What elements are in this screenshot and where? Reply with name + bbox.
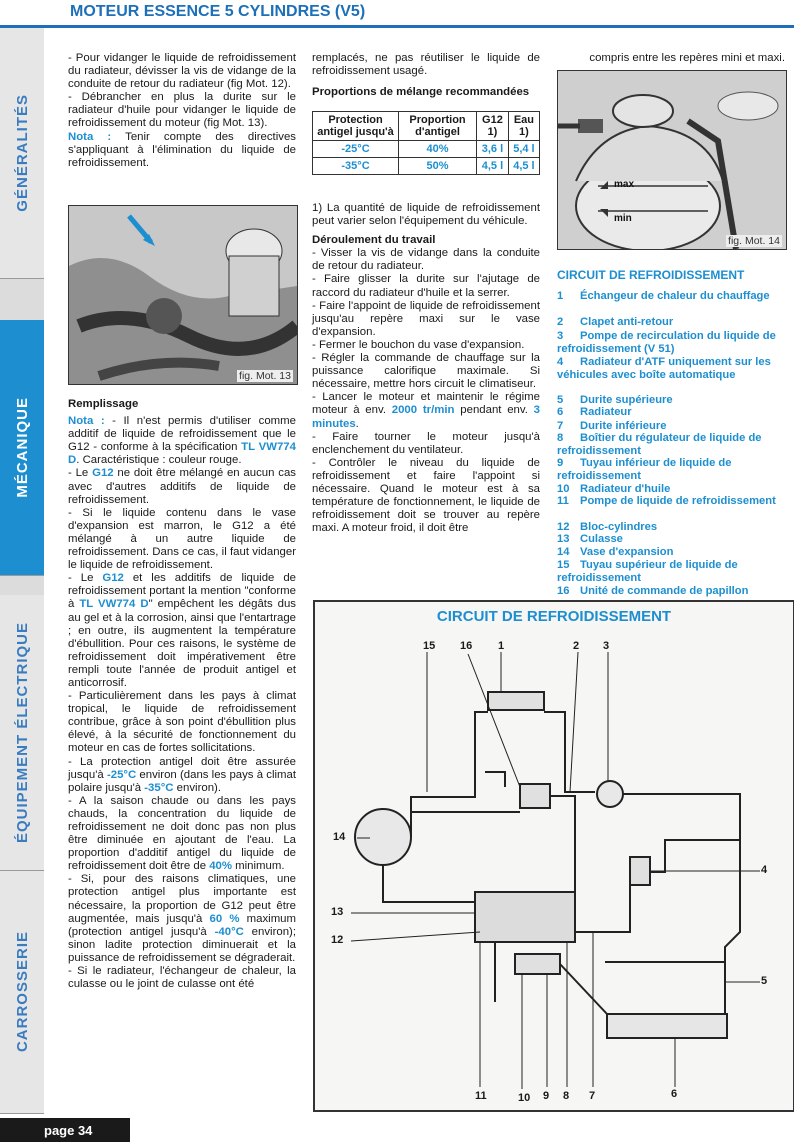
- tab-carrosserie[interactable]: CARROSSERIE: [0, 871, 44, 1114]
- callout-label-6: 6: [671, 1088, 678, 1100]
- legend-number: 4: [557, 356, 564, 368]
- legend-title: CIRCUIT DE REFROIDISSEMENT: [557, 268, 745, 282]
- table-title: Proportions de mélange recommandées: [312, 86, 530, 99]
- callout-label-7: 7: [589, 1090, 596, 1102]
- figure-mot-13: [68, 205, 298, 385]
- paragraph: - Fermer le bouchon du vase d'expansion.: [312, 338, 525, 351]
- legend-text: Pompe de recirculation du liquide de refroidissement (V 51): [557, 330, 776, 355]
- legend-number: 1: [557, 290, 564, 302]
- legend-item-12: [557, 521, 785, 534]
- legend-item-15: [557, 559, 785, 584]
- min-mark-label: min: [614, 213, 632, 224]
- column-3-top: [557, 52, 785, 65]
- legend-number: 9: [557, 457, 564, 469]
- engine-photo-illustration: [69, 206, 297, 384]
- mixture-table: [312, 111, 540, 175]
- legend-number: 7: [557, 420, 564, 432]
- paragraph: - Débrancher en plus la durite sur le radiateur d'huile pour vidanger le liquide de refroidissement du moteur (fig Mot. 13).: [68, 91, 296, 130]
- note: Nota : - Il n'est permis d'utiliser comme additif de liquide de refroidissement que le G12 - conforme à la spécification TL VW774 D. Caractéristique : couleur rouge.: [68, 415, 296, 467]
- legend-number: 10: [557, 483, 570, 495]
- callout-label-3: 3: [603, 640, 610, 652]
- legend-text: Durite inférieure: [580, 420, 667, 432]
- legend-item-1: [557, 290, 785, 303]
- legend-text: Radiateur: [580, 406, 632, 418]
- paragraph: - Faire tourner le moteur jusqu'à enclenchement du ventilateur.: [312, 430, 540, 456]
- page-number: page 34: [0, 1118, 130, 1142]
- page-header: [0, 0, 794, 26]
- callout-label-14: 14: [333, 831, 346, 843]
- callout-label-2: 2: [573, 640, 580, 652]
- legend-number: 5: [557, 394, 564, 406]
- legend-item-16: [557, 585, 785, 598]
- callout-label-5: 5: [761, 975, 768, 987]
- tab-mecanique[interactable]: MÉCANIQUE: [0, 320, 44, 576]
- callout-label-4: 4: [761, 864, 768, 876]
- legend-number: 14: [557, 546, 570, 558]
- legend-text: Échangeur de chaleur du chauffage: [580, 290, 770, 302]
- legend-item-4: [557, 356, 785, 381]
- diagram-title: CIRCUIT DE REFROIDISSEMENT: [436, 608, 672, 625]
- paragraph: compris entre les repères mini et maxi.: [589, 52, 785, 64]
- legend-item-8: [557, 432, 785, 457]
- legend-number: 16: [557, 585, 570, 597]
- figure-caption: fig. Mot. 13: [239, 370, 291, 382]
- callout-label-16: 16: [460, 640, 473, 652]
- legend-item-5: [557, 394, 785, 407]
- paragraph: - Le G12 et les additifs de liquide de refroidissement portant la mention "conforme à TL VW774 D" empêchent les dégâts dus au gel et à la corrosion, ainsi que l'entartrage ; en outre, ils augmentent la température d'ébullition. Pour ces raisons, le système de refroidissement doit impérativement être rempli toute l'année de produit antigel et anticorrosif.: [68, 572, 296, 689]
- table-header: Eau 1): [508, 112, 539, 141]
- legend-item-3: [557, 330, 785, 355]
- paragraph: - Si le radiateur, l'échangeur de chaleur, la culasse ou le joint de culasse ont été: [68, 965, 296, 991]
- legend-text: Tuyau supérieur de liquide de refroidissement: [557, 559, 738, 584]
- page-footer: [0, 1118, 794, 1142]
- table-header: Proportion d'antigel: [399, 112, 477, 141]
- paragraph: - Particulièrement dans les pays à climat tropical, le liquide de refroidissement contribue, grâce à son point d'ébullition plus élevé, à la sécurité de fonctionnement du moteur en cas de fortes sollicitations.: [68, 690, 296, 755]
- callout-label-12: 12: [331, 934, 344, 946]
- column-2-body: [312, 202, 540, 535]
- legend-text: Culasse: [580, 533, 623, 545]
- legend-text: Durite supérieure: [580, 394, 673, 406]
- column-2-top: [312, 52, 540, 99]
- paragraph: - La protection antigel doit être assurée jusqu'à -25°C environ (dans les pays à climat polaire jusqu'à -35°C environ).: [68, 755, 296, 794]
- legend-item-6: [557, 406, 785, 419]
- legend-text: Boîtier du régulateur de liquide de refroidissement: [557, 432, 762, 457]
- section-heading: Déroulement du travail: [312, 234, 436, 247]
- paragraph: - Si le liquide contenu dans le vase d'expansion est marron, le G12 a été mélangé à un autre liquide de refroidissement. Dans ce cas, il faut vidanger le liquide de refroidissement.: [68, 506, 296, 572]
- legend-text: Tuyau inférieur de liquide de refroidissement: [557, 457, 732, 482]
- paragraph: - Faire glisser la durite sur l'ajutage de raccord du radiateur d'huile et la serrer.: [312, 273, 540, 299]
- legend-text: Pompe de liquide de refroidissement: [580, 495, 776, 507]
- legend-number: 6: [557, 406, 564, 418]
- legend-number: 8: [557, 432, 564, 444]
- circuit-schematic: [315, 602, 793, 1110]
- column-1-top: [68, 52, 296, 170]
- page-title: MOTEUR ESSENCE 5 CYLINDRES (V5): [70, 3, 366, 20]
- figure-mot-14: [557, 70, 787, 250]
- callout-label-11: 11: [475, 1090, 487, 1102]
- tab-generalites[interactable]: GÉNÉRALITÉS: [0, 28, 44, 279]
- expansion-tank-illustration: [558, 71, 786, 249]
- legend-number: 2: [557, 316, 564, 328]
- paragraph: - Visser la vis de vidange dans la conduite de retour du radiateur.: [312, 247, 540, 273]
- legend-item-11: [557, 495, 785, 508]
- paragraph: - Si, pour des raisons climatiques, une protection antigel plus importante est nécessaire, la proportion de G12 peut être augmentée, mais jusqu'à 60 % maximum (protection antigel jusqu'à -40°C environ); sinon ladite protection diminuerait et la puissance de refroidissement se dégraderait.: [68, 873, 297, 964]
- legend-number: 3: [557, 330, 564, 342]
- tab-equipement-electrique[interactable]: ÉQUIPEMENT ÉLECTRIQUE: [0, 595, 44, 871]
- table-row: -35°C 50% 4,5 l 4,5 l: [313, 158, 540, 175]
- figure-caption: fig. Mot. 14: [728, 235, 780, 247]
- legend-text: Unité de commande de papillon: [580, 585, 749, 597]
- table-row: -25°C 40% 3,6 l 5,4 l: [313, 141, 540, 158]
- callout-label-1: 1: [498, 640, 505, 652]
- table-header: Protection antigel jusqu'à: [313, 112, 399, 141]
- max-mark-label: max: [614, 179, 635, 190]
- callout-label-9: 9: [543, 1090, 550, 1102]
- legend-item-2: [557, 316, 785, 329]
- callout-label-15: 15: [423, 640, 436, 652]
- legend-item-14: [557, 546, 785, 559]
- legend-number: 12: [557, 521, 570, 533]
- note: Nota : Tenir compte des directives s'appliquant à l'élimination du liquide de refroidissement.: [68, 130, 296, 169]
- legend-text: Clapet anti-retour: [580, 316, 674, 328]
- paragraph: remplacés, ne pas réutiliser le liquide de refroidissement usagé.: [312, 52, 540, 78]
- legend-text: Bloc-cylindres: [580, 521, 658, 533]
- legend-item-7: [557, 420, 785, 433]
- legend-number: 11: [557, 495, 569, 507]
- paragraph: - Faire l'appoint de liquide de refroidissement jusqu'au repère maxi sur le vase d'expansion.: [312, 299, 540, 338]
- footnote: 1) La quantité de liquide de refroidissement peut varier selon l'équipement du véhicule.: [312, 202, 540, 228]
- legend-number: 15: [557, 559, 570, 571]
- callout-label-8: 8: [563, 1090, 570, 1102]
- paragraph: - Pour vidanger le liquide de refroidissement du radiateur, dévisser la vis de vidange de la conduite de retour du radiateur (fig Mot. 12).: [68, 52, 296, 91]
- callout-label-10: 10: [518, 1092, 531, 1104]
- cooling-circuit-diagram: [313, 600, 794, 1112]
- callout-label-13: 13: [331, 906, 344, 918]
- paragraph: - A la saison chaude ou dans les pays chauds, la concentration du liquide de refroidissement ne doit donc pas non plus être diminuée en ajoutant de l'eau. La proportion d'additif antigel du liquide de refroidissement doit être de 40% minimum.: [68, 794, 296, 873]
- paragraph: - Contrôler le niveau du liquide de refroidissement et faire l'appoint si nécessaire. Quand le moteur est à sa température de fonctionnement, le liquide de refroidissement doit se trouver au repère maxi. A moteur froid, il doit être: [312, 456, 540, 535]
- legend-text: Radiateur d'ATF uniquement sur les véhicules avec boîte automatique: [557, 356, 771, 381]
- legend-text: Radiateur d'huile: [580, 483, 671, 495]
- section-sidebar: [0, 28, 44, 1113]
- legend-item-9: [557, 457, 785, 482]
- paragraph: - Régler la commande de chauffage sur la puissance calorifique maximale. Si nécessaire, mettre hors circuit le climatiseur.: [312, 352, 540, 391]
- legend-number: 13: [557, 533, 570, 545]
- paragraph: - Lancer le moteur et maintenir le régime moteur à env. 2000 tr/min pendant env. 3 minutes.: [312, 391, 540, 430]
- legend-item-13: [557, 533, 785, 546]
- section-heading: Remplissage: [68, 398, 139, 410]
- legend-item-10: [557, 483, 785, 496]
- table-header: G12 1): [477, 112, 509, 141]
- column-1-remplissage: [68, 398, 296, 991]
- header-rule: [0, 25, 794, 28]
- legend-text: Vase d'expansion: [580, 546, 674, 558]
- paragraph: - Le G12 ne doit être mélangé en aucun cas avec d'autres additifs de liquide de refroidissement.: [68, 467, 296, 506]
